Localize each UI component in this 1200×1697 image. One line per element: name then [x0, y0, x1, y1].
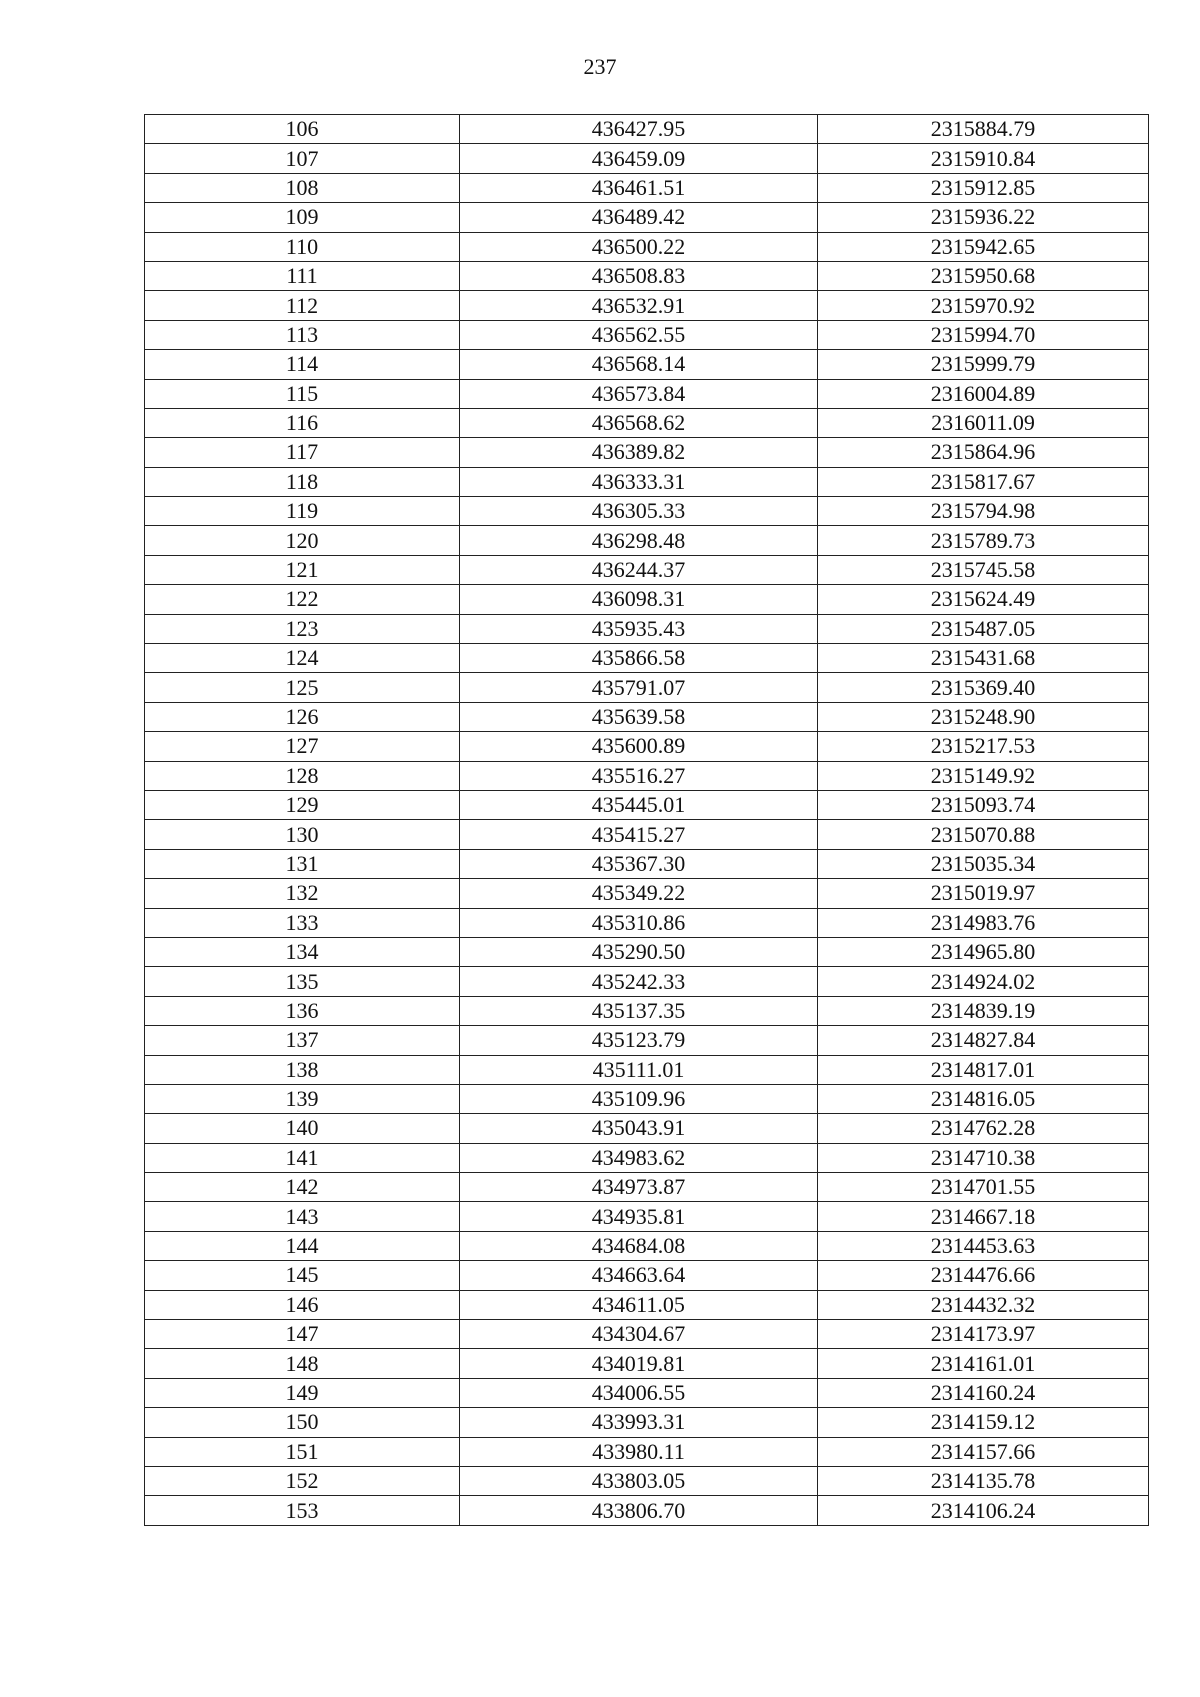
y-coordinate-cell: 2314701.55 [818, 1173, 1149, 1202]
x-coordinate-cell: 436532.91 [460, 291, 818, 320]
x-coordinate-cell: 434006.55 [460, 1378, 818, 1407]
point-number-cell: 147 [145, 1320, 460, 1349]
x-coordinate-cell: 435445.01 [460, 790, 818, 819]
y-coordinate-cell: 2314710.38 [818, 1143, 1149, 1172]
y-coordinate-cell: 2314839.19 [818, 996, 1149, 1025]
point-number-cell: 144 [145, 1231, 460, 1260]
y-coordinate-cell: 2315817.67 [818, 467, 1149, 496]
y-coordinate-cell: 2314453.63 [818, 1231, 1149, 1260]
y-coordinate-cell: 2314762.28 [818, 1114, 1149, 1143]
table-row [145, 526, 1149, 555]
table-row [145, 1437, 1149, 1466]
table-row [145, 790, 1149, 819]
x-coordinate-cell: 435109.96 [460, 1084, 818, 1113]
point-number-cell: 124 [145, 644, 460, 673]
x-coordinate-cell: 434935.81 [460, 1202, 818, 1231]
table-row [145, 555, 1149, 584]
point-number-cell: 140 [145, 1114, 460, 1143]
y-coordinate-cell: 2314817.01 [818, 1055, 1149, 1084]
y-coordinate-cell: 2315794.98 [818, 497, 1149, 526]
y-coordinate-cell: 2314667.18 [818, 1202, 1149, 1231]
table-row [145, 115, 1149, 144]
table-row [145, 1349, 1149, 1378]
y-coordinate-cell: 2315019.97 [818, 879, 1149, 908]
x-coordinate-cell: 435111.01 [460, 1055, 818, 1084]
y-coordinate-cell: 2315149.92 [818, 761, 1149, 790]
point-number-cell: 152 [145, 1466, 460, 1495]
x-coordinate-cell: 436461.51 [460, 173, 818, 202]
x-coordinate-cell: 433803.05 [460, 1466, 818, 1495]
point-number-cell: 148 [145, 1349, 460, 1378]
x-coordinate-cell: 436389.82 [460, 438, 818, 467]
x-coordinate-cell: 434973.87 [460, 1173, 818, 1202]
table-row [145, 379, 1149, 408]
point-number-cell: 107 [145, 144, 460, 173]
page-number: 237 [583, 54, 617, 79]
table-row [145, 1026, 1149, 1055]
y-coordinate-cell: 2315035.34 [818, 849, 1149, 878]
point-number-cell: 126 [145, 702, 460, 731]
x-coordinate-cell: 435290.50 [460, 937, 818, 966]
point-number-cell: 153 [145, 1496, 460, 1525]
table-row [145, 1466, 1149, 1495]
y-coordinate-cell: 2315999.79 [818, 350, 1149, 379]
point-number-cell: 145 [145, 1261, 460, 1290]
table-row [145, 879, 1149, 908]
y-coordinate-cell: 2314924.02 [818, 967, 1149, 996]
y-coordinate-cell: 2314160.24 [818, 1378, 1149, 1407]
x-coordinate-cell: 435935.43 [460, 614, 818, 643]
x-coordinate-cell: 435415.27 [460, 820, 818, 849]
point-number-cell: 142 [145, 1173, 460, 1202]
x-coordinate-cell: 435367.30 [460, 849, 818, 878]
point-number-cell: 133 [145, 908, 460, 937]
y-coordinate-cell: 2314157.66 [818, 1437, 1149, 1466]
x-coordinate-cell: 434611.05 [460, 1290, 818, 1319]
table-row [145, 937, 1149, 966]
point-number-cell: 121 [145, 555, 460, 584]
x-coordinate-cell: 436500.22 [460, 232, 818, 261]
table-row [145, 1084, 1149, 1113]
table-row [145, 614, 1149, 643]
point-number-cell: 117 [145, 438, 460, 467]
y-coordinate-cell: 2315994.70 [818, 320, 1149, 349]
x-coordinate-cell: 435600.89 [460, 732, 818, 761]
table-row [145, 967, 1149, 996]
point-number-cell: 138 [145, 1055, 460, 1084]
point-number-cell: 120 [145, 526, 460, 555]
point-number-cell: 151 [145, 1437, 460, 1466]
x-coordinate-cell: 435137.35 [460, 996, 818, 1025]
table-row [145, 1202, 1149, 1231]
point-number-cell: 123 [145, 614, 460, 643]
point-number-cell: 149 [145, 1378, 460, 1407]
table-row [145, 908, 1149, 937]
point-number-cell: 141 [145, 1143, 460, 1172]
point-number-cell: 109 [145, 203, 460, 232]
x-coordinate-cell: 435639.58 [460, 702, 818, 731]
x-coordinate-cell: 433980.11 [460, 1437, 818, 1466]
table-row [145, 232, 1149, 261]
point-number-cell: 132 [145, 879, 460, 908]
point-number-cell: 143 [145, 1202, 460, 1231]
x-coordinate-cell: 436098.31 [460, 585, 818, 614]
point-number-cell: 111 [145, 261, 460, 290]
coordinate-table-body [145, 115, 1149, 1526]
x-coordinate-cell: 436568.62 [460, 408, 818, 437]
point-number-cell: 136 [145, 996, 460, 1025]
table-row [145, 1320, 1149, 1349]
point-number-cell: 119 [145, 497, 460, 526]
table-row [145, 320, 1149, 349]
point-number-cell: 106 [145, 115, 460, 144]
point-number-cell: 137 [145, 1026, 460, 1055]
y-coordinate-cell: 2315912.85 [818, 173, 1149, 202]
y-coordinate-cell: 2314106.24 [818, 1496, 1149, 1525]
point-number-cell: 146 [145, 1290, 460, 1319]
x-coordinate-cell: 436244.37 [460, 555, 818, 584]
table-row [145, 408, 1149, 437]
point-number-cell: 125 [145, 673, 460, 702]
point-number-cell: 129 [145, 790, 460, 819]
table-row [145, 1231, 1149, 1260]
point-number-cell: 131 [145, 849, 460, 878]
table-row [145, 173, 1149, 202]
y-coordinate-cell: 2316011.09 [818, 408, 1149, 437]
x-coordinate-cell: 436459.09 [460, 144, 818, 173]
table-row [145, 1055, 1149, 1084]
y-coordinate-cell: 2315431.68 [818, 644, 1149, 673]
x-coordinate-cell: 434684.08 [460, 1231, 818, 1260]
y-coordinate-cell: 2315884.79 [818, 115, 1149, 144]
y-coordinate-cell: 2314816.05 [818, 1084, 1149, 1113]
table-row [145, 996, 1149, 1025]
y-coordinate-cell: 2314432.32 [818, 1290, 1149, 1319]
y-coordinate-cell: 2315910.84 [818, 144, 1149, 173]
table-row [145, 1114, 1149, 1143]
y-coordinate-cell: 2315624.49 [818, 585, 1149, 614]
table-row [145, 644, 1149, 673]
table-row [145, 585, 1149, 614]
x-coordinate-cell: 433993.31 [460, 1408, 818, 1437]
y-coordinate-cell: 2314159.12 [818, 1408, 1149, 1437]
x-coordinate-cell: 435866.58 [460, 644, 818, 673]
point-number-cell: 130 [145, 820, 460, 849]
x-coordinate-cell: 435310.86 [460, 908, 818, 937]
y-coordinate-cell: 2314983.76 [818, 908, 1149, 937]
y-coordinate-cell: 2314135.78 [818, 1466, 1149, 1495]
x-coordinate-cell: 436333.31 [460, 467, 818, 496]
table-row [145, 1408, 1149, 1437]
table-row [145, 261, 1149, 290]
table-row [145, 497, 1149, 526]
point-number-cell: 134 [145, 937, 460, 966]
x-coordinate-cell: 434663.64 [460, 1261, 818, 1290]
table-row [145, 1378, 1149, 1407]
point-number-cell: 113 [145, 320, 460, 349]
point-number-cell: 150 [145, 1408, 460, 1437]
point-number-cell: 116 [145, 408, 460, 437]
x-coordinate-cell: 436489.42 [460, 203, 818, 232]
y-coordinate-cell: 2315487.05 [818, 614, 1149, 643]
y-coordinate-cell: 2314827.84 [818, 1026, 1149, 1055]
y-coordinate-cell: 2315070.88 [818, 820, 1149, 849]
x-coordinate-cell: 436562.55 [460, 320, 818, 349]
y-coordinate-cell: 2314173.97 [818, 1320, 1149, 1349]
x-coordinate-cell: 435516.27 [460, 761, 818, 790]
point-number-cell: 108 [145, 173, 460, 202]
table-row [145, 144, 1149, 173]
y-coordinate-cell: 2315217.53 [818, 732, 1149, 761]
point-number-cell: 127 [145, 732, 460, 761]
table-row [145, 820, 1149, 849]
y-coordinate-cell: 2315950.68 [818, 261, 1149, 290]
y-coordinate-cell: 2314161.01 [818, 1349, 1149, 1378]
table-row [145, 291, 1149, 320]
x-coordinate-cell: 434983.62 [460, 1143, 818, 1172]
x-coordinate-cell: 433806.70 [460, 1496, 818, 1525]
y-coordinate-cell: 2315248.90 [818, 702, 1149, 731]
table-row [145, 438, 1149, 467]
x-coordinate-cell: 436305.33 [460, 497, 818, 526]
table-row [145, 1261, 1149, 1290]
y-coordinate-cell: 2315936.22 [818, 203, 1149, 232]
x-coordinate-cell: 434304.67 [460, 1320, 818, 1349]
table-row [145, 1290, 1149, 1319]
x-coordinate-cell: 435349.22 [460, 879, 818, 908]
y-coordinate-cell: 2315745.58 [818, 555, 1149, 584]
point-number-cell: 112 [145, 291, 460, 320]
point-number-cell: 139 [145, 1084, 460, 1113]
table-row [145, 849, 1149, 878]
point-number-cell: 128 [145, 761, 460, 790]
x-coordinate-cell: 436298.48 [460, 526, 818, 555]
x-coordinate-cell: 436568.14 [460, 350, 818, 379]
point-number-cell: 115 [145, 379, 460, 408]
point-number-cell: 122 [145, 585, 460, 614]
table-row [145, 673, 1149, 702]
table-row [145, 350, 1149, 379]
x-coordinate-cell: 434019.81 [460, 1349, 818, 1378]
x-coordinate-cell: 435242.33 [460, 967, 818, 996]
y-coordinate-cell: 2315369.40 [818, 673, 1149, 702]
y-coordinate-cell: 2315864.96 [818, 438, 1149, 467]
table-row [145, 761, 1149, 790]
point-number-cell: 118 [145, 467, 460, 496]
point-number-cell: 135 [145, 967, 460, 996]
y-coordinate-cell: 2314476.66 [818, 1261, 1149, 1290]
table-row [145, 1173, 1149, 1202]
point-number-cell: 110 [145, 232, 460, 261]
y-coordinate-cell: 2314965.80 [818, 937, 1149, 966]
table-row [145, 1496, 1149, 1525]
table-row [145, 203, 1149, 232]
table-row [145, 467, 1149, 496]
table-row [145, 732, 1149, 761]
point-number-cell: 114 [145, 350, 460, 379]
y-coordinate-cell: 2315093.74 [818, 790, 1149, 819]
y-coordinate-cell: 2316004.89 [818, 379, 1149, 408]
y-coordinate-cell: 2315789.73 [818, 526, 1149, 555]
x-coordinate-cell: 435043.91 [460, 1114, 818, 1143]
x-coordinate-cell: 436573.84 [460, 379, 818, 408]
x-coordinate-cell: 436508.83 [460, 261, 818, 290]
table-row [145, 1143, 1149, 1172]
x-coordinate-cell: 436427.95 [460, 115, 818, 144]
coordinate-table [144, 114, 1149, 1526]
table-row [145, 702, 1149, 731]
x-coordinate-cell: 435791.07 [460, 673, 818, 702]
y-coordinate-cell: 2315970.92 [818, 291, 1149, 320]
x-coordinate-cell: 435123.79 [460, 1026, 818, 1055]
y-coordinate-cell: 2315942.65 [818, 232, 1149, 261]
